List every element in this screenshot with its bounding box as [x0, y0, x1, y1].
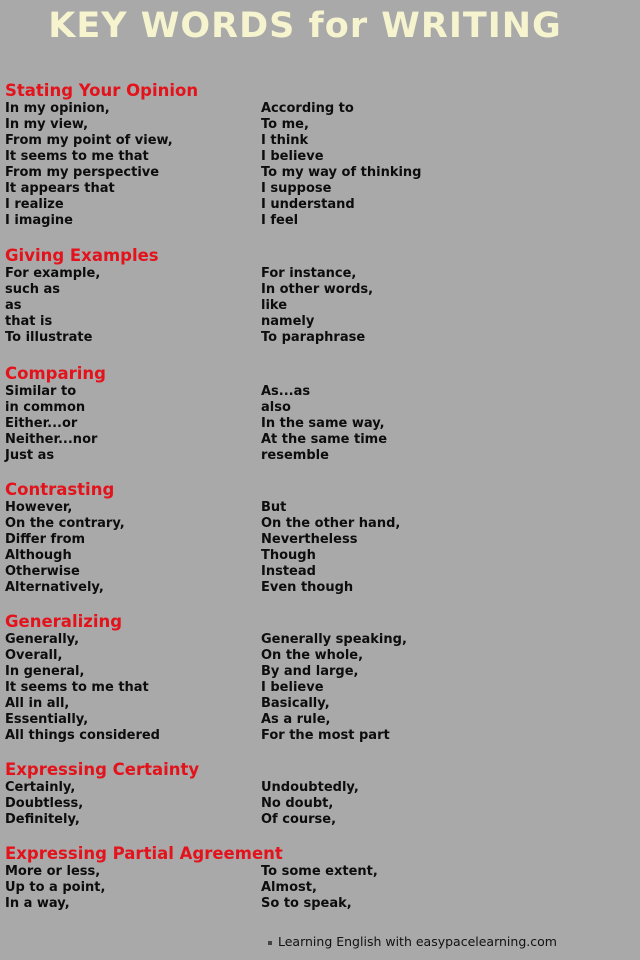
phrase-row — [5, 696, 635, 712]
phrase-row — [5, 448, 635, 464]
phrase-row — [5, 648, 635, 664]
phrase-left: I imagine — [5, 213, 73, 228]
phrase-right: For instance, — [261, 266, 357, 281]
phrase-left: in common — [5, 400, 86, 415]
phrase-right: As a rule, — [261, 712, 331, 727]
phrase-left: From my perspective — [5, 165, 160, 180]
phrase-row — [5, 330, 635, 346]
phrase-row — [5, 298, 635, 314]
phrase-right: Basically, — [261, 696, 330, 711]
section-expressing-certainty — [5, 760, 635, 828]
phrase-left: Although — [5, 548, 72, 563]
phrase-row — [5, 165, 635, 181]
phrase-right: Nevertheless — [261, 532, 358, 547]
phrase-left: such as — [5, 282, 60, 297]
phrase-right: At the same time — [261, 432, 388, 447]
phrase-right: To me, — [261, 117, 309, 132]
phrase-left: Differ from — [5, 532, 86, 547]
phrase-left: Certainly, — [5, 780, 76, 795]
phrase-right: namely — [261, 314, 315, 329]
phrase-left: To illustrate — [5, 330, 93, 345]
phrase-row — [5, 896, 635, 912]
phrase-left: More or less, — [5, 864, 101, 879]
phrase-left: Similar to — [5, 384, 77, 399]
phrase-row — [5, 400, 635, 416]
phrase-row — [5, 314, 635, 330]
phrase-row — [5, 680, 635, 696]
section-heading: Comparing — [5, 364, 106, 383]
section-contrasting — [5, 480, 635, 596]
phrase-left: that is — [5, 314, 53, 329]
phrase-row — [5, 548, 635, 564]
phrase-left: Neither...nor — [5, 432, 98, 447]
phrase-left: In my opinion, — [5, 101, 110, 116]
phrase-right: On the other hand, — [261, 516, 401, 531]
phrase-left: Essentially, — [5, 712, 89, 727]
phrase-left: All in all, — [5, 696, 70, 711]
phrase-row — [5, 632, 635, 648]
section-expressing-partial-agreement — [5, 844, 635, 912]
phrase-row — [5, 384, 635, 400]
phrase-right: I believe — [261, 680, 324, 695]
phrase-left: However, — [5, 500, 73, 515]
phrase-row — [5, 812, 635, 828]
phrase-right: To paraphrase — [261, 330, 366, 345]
phrase-left: It seems to me that — [5, 680, 149, 695]
phrase-right: To some extent, — [261, 864, 378, 879]
phrase-left: Overall, — [5, 648, 63, 663]
phrase-right: But — [261, 500, 287, 515]
phrase-right: Almost, — [261, 880, 317, 895]
section-heading: Contrasting — [5, 480, 115, 499]
phrase-right: resemble — [261, 448, 329, 463]
phrase-row — [5, 133, 635, 149]
bullet-icon — [268, 941, 272, 945]
phrase-row — [5, 516, 635, 532]
phrase-right: So to speak, — [261, 896, 352, 911]
phrase-row — [5, 266, 635, 282]
phrase-row — [5, 532, 635, 548]
phrase-row — [5, 117, 635, 133]
phrase-row — [5, 149, 635, 165]
phrase-right: like — [261, 298, 288, 313]
phrase-left: From my point of view, — [5, 133, 173, 148]
phrase-right: To my way of thinking — [261, 165, 422, 180]
phrase-row — [5, 282, 635, 298]
section-heading: Expressing Certainty — [5, 760, 200, 779]
phrase-left: On the contrary, — [5, 516, 125, 531]
phrase-left: It appears that — [5, 181, 115, 196]
phrase-right: By and large, — [261, 664, 359, 679]
phrase-row — [5, 101, 635, 117]
phrase-left: I realize — [5, 197, 64, 212]
section-giving-examples — [5, 246, 635, 346]
phrase-row — [5, 664, 635, 680]
phrase-right: No doubt, — [261, 796, 334, 811]
phrase-right: Instead — [261, 564, 316, 579]
phrase-left: as — [5, 298, 22, 313]
phrase-left: In general, — [5, 664, 85, 679]
section-heading: Giving Examples — [5, 246, 159, 265]
phrase-right: Undoubtedly, — [261, 780, 359, 795]
phrase-left: Generally, — [5, 632, 80, 647]
phrase-left: For example, — [5, 266, 101, 281]
phrase-right: According to — [261, 101, 354, 116]
phrase-right: Even though — [261, 580, 354, 595]
phrase-left: It seems to me that — [5, 149, 149, 164]
phrase-right: I understand — [261, 197, 355, 212]
phrase-right: Of course, — [261, 812, 337, 827]
phrase-row — [5, 580, 635, 596]
section-heading: Generalizing — [5, 612, 123, 631]
phrase-row — [5, 564, 635, 580]
phrase-right: On the whole, — [261, 648, 364, 663]
phrase-right: also — [261, 400, 291, 415]
phrase-left: Up to a point, — [5, 880, 106, 895]
phrase-left: Just as — [5, 448, 55, 463]
phrase-row — [5, 780, 635, 796]
phrase-row — [5, 712, 635, 728]
phrase-right: For the most part — [261, 728, 390, 743]
phrase-left: In my view, — [5, 117, 89, 132]
phrase-row — [5, 864, 635, 880]
phrase-right: I feel — [261, 213, 299, 228]
phrase-row — [5, 796, 635, 812]
phrase-right: In the same way, — [261, 416, 385, 431]
phrase-left: Definitely, — [5, 812, 80, 827]
phrase-right: Generally speaking, — [261, 632, 407, 647]
phrase-row — [5, 213, 635, 229]
phrase-row — [5, 880, 635, 896]
footer-text: Learning English with easypacelearning.com — [278, 934, 557, 949]
phrase-right: I believe — [261, 149, 324, 164]
phrase-row — [5, 728, 635, 744]
section-generalizing — [5, 612, 635, 744]
phrase-row — [5, 432, 635, 448]
phrase-left: Either...or — [5, 416, 78, 431]
phrase-row — [5, 500, 635, 516]
phrase-left: In a way, — [5, 896, 70, 911]
phrase-right: Though — [261, 548, 316, 563]
section-heading: Stating Your Opinion — [5, 81, 199, 100]
section-heading: Expressing Partial Agreement — [5, 844, 283, 863]
phrase-left: All things considered — [5, 728, 160, 743]
phrase-row — [5, 181, 635, 197]
section-comparing — [5, 364, 635, 464]
phrase-row — [5, 416, 635, 432]
phrase-right: I suppose — [261, 181, 332, 196]
phrase-right: As...as — [261, 384, 311, 399]
phrase-left: Doubtless, — [5, 796, 84, 811]
section-stating-your-opinion — [5, 81, 635, 229]
phrase-left: Otherwise — [5, 564, 80, 579]
footer — [268, 934, 557, 949]
phrase-right: I think — [261, 133, 309, 148]
page-title: KEY WORDS for WRITING — [48, 6, 562, 46]
phrase-row — [5, 197, 635, 213]
phrase-left: Alternatively, — [5, 580, 104, 595]
phrase-right: In other words, — [261, 282, 374, 297]
